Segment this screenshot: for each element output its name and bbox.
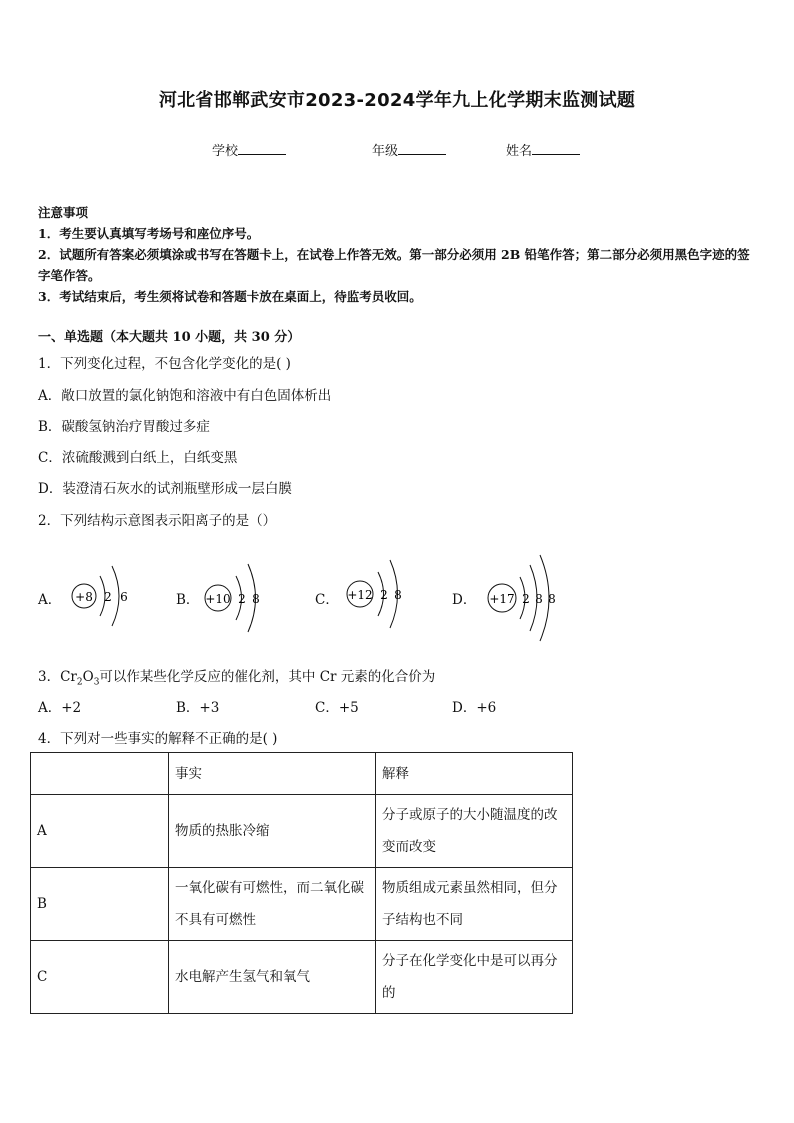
q1-option-c[interactable]: C．浓硫酸溅到白纸上，白纸变黑 xyxy=(38,450,238,466)
table-header: 事实 xyxy=(169,753,376,795)
atom-diagram-d xyxy=(484,553,574,643)
table-row xyxy=(31,941,573,1014)
grade-field[interactable] xyxy=(372,140,446,159)
table-cell: 分子或原子的大小随温度的改变而改变 xyxy=(376,795,573,868)
q1-option-d[interactable]: D．装澄清石灰水的试剂瓶壁形成一层白膜 xyxy=(38,481,292,497)
grade-label: 年级 xyxy=(372,144,399,159)
atom-diagram-c xyxy=(342,554,422,634)
shell-electrons: 8 xyxy=(252,592,260,606)
table-row xyxy=(31,795,573,868)
q1-option-b[interactable]: B．碳酸氢钠治疗胃酸过多症 xyxy=(38,419,210,435)
q3-stem-suffix: 可以作某些化学反应的催化剂，其中 Cr 元素的化合价为 xyxy=(99,669,436,685)
school-blank[interactable] xyxy=(238,142,286,155)
facts-table xyxy=(30,752,573,1014)
shell-electrons: 8 xyxy=(394,588,402,602)
shell-electrons: 2 xyxy=(238,592,246,606)
table-cell: 水电解产生氢气和氧气 xyxy=(169,941,376,1014)
table-cell: A xyxy=(31,795,169,868)
shell-electrons: 8 xyxy=(548,592,556,606)
q2-option-d-letter[interactable]: D． xyxy=(452,592,477,608)
shell-electrons: 2 xyxy=(104,590,112,604)
q1-stem: 1．下列变化过程，不包含化学变化的是( ) xyxy=(38,356,291,372)
table-cell: 分子在化学变化中是可以再分的 xyxy=(376,941,573,1014)
table-cell: B xyxy=(31,868,169,941)
table-cell: 物质的热胀冷缩 xyxy=(169,795,376,868)
table-cell: C xyxy=(31,941,169,1014)
atom-diagram-a xyxy=(66,558,146,638)
page-title: 河北省邯郸武安市2023-2024学年九上化学期末监测试题 xyxy=(158,90,636,111)
q3-option-a[interactable]: A．+2 xyxy=(38,700,82,716)
table-header-row xyxy=(31,753,573,795)
q1-option-a[interactable]: A．敞口放置的氯化钠饱和溶液中有白色固体析出 xyxy=(38,388,332,404)
grade-blank[interactable] xyxy=(398,142,446,155)
nucleus-charge: +8 xyxy=(75,590,93,604)
note-item-1: 1．考生要认真填写考场号和座位序号。 xyxy=(38,226,260,241)
q3-stem-mid: O xyxy=(82,669,94,685)
name-label: 姓名 xyxy=(506,144,533,159)
table-header xyxy=(31,753,169,795)
q4-stem: 4．下列对一些事实的解释不正确的是( ) xyxy=(38,731,278,747)
nucleus-charge: +17 xyxy=(489,592,515,606)
nucleus-charge: +12 xyxy=(347,588,373,602)
q3-option-b[interactable]: B．+3 xyxy=(176,700,220,716)
q2-stem: 2．下列结构示意图表示阳离子的是（） xyxy=(38,513,277,529)
note-item-2: 2．试题所有答案必须填涂或书写在答题卡上，在试卷上作答无效。第一部分必须用 2B 铅笔作答；第二部分必须用黑色字迹的签字笔作答。 xyxy=(38,247,750,283)
nucleus-charge: +10 xyxy=(205,592,231,606)
shell-electrons: 2 xyxy=(522,592,530,606)
table-cell: 物质组成元素虽然相同，但分子结构也不同 xyxy=(376,868,573,941)
exam-notes xyxy=(38,202,760,307)
school-field[interactable] xyxy=(212,140,286,159)
q3-option-c[interactable]: C．+5 xyxy=(315,700,359,716)
shell-electrons: 6 xyxy=(120,590,128,604)
q3-subscript-1: 2 xyxy=(76,677,83,688)
shell-electrons: 2 xyxy=(380,588,388,602)
shell-electrons: 8 xyxy=(535,592,543,606)
electron-shell-arc xyxy=(112,566,119,626)
q3-stem xyxy=(38,665,435,688)
note-item-3: 3．考试结束后，考生须将试卷和答题卡放在桌面上，待监考员收回。 xyxy=(38,289,422,304)
name-field[interactable] xyxy=(506,140,580,159)
notes-heading: 注意事项 xyxy=(38,205,89,220)
table-row xyxy=(31,868,573,941)
q2-option-b-letter[interactable]: B． xyxy=(176,592,200,608)
q2-option-c-letter[interactable]: C． xyxy=(315,592,339,608)
school-label: 学校 xyxy=(212,144,239,159)
q2-option-a-letter[interactable]: A． xyxy=(38,592,62,608)
atom-diagram-b xyxy=(200,558,280,638)
q3-option-d[interactable]: D．+6 xyxy=(452,700,497,716)
table-header: 解释 xyxy=(376,753,573,795)
table-cell: 一氧化碳有可燃性，而二氧化碳不具有可燃性 xyxy=(169,868,376,941)
q3-subscript-2: 3 xyxy=(93,677,100,688)
q3-stem-prefix: 3．Cr xyxy=(38,669,77,685)
section-title: 一、单选题（本大题共 10 小题，共 30 分） xyxy=(38,330,301,345)
name-blank[interactable] xyxy=(532,142,580,155)
